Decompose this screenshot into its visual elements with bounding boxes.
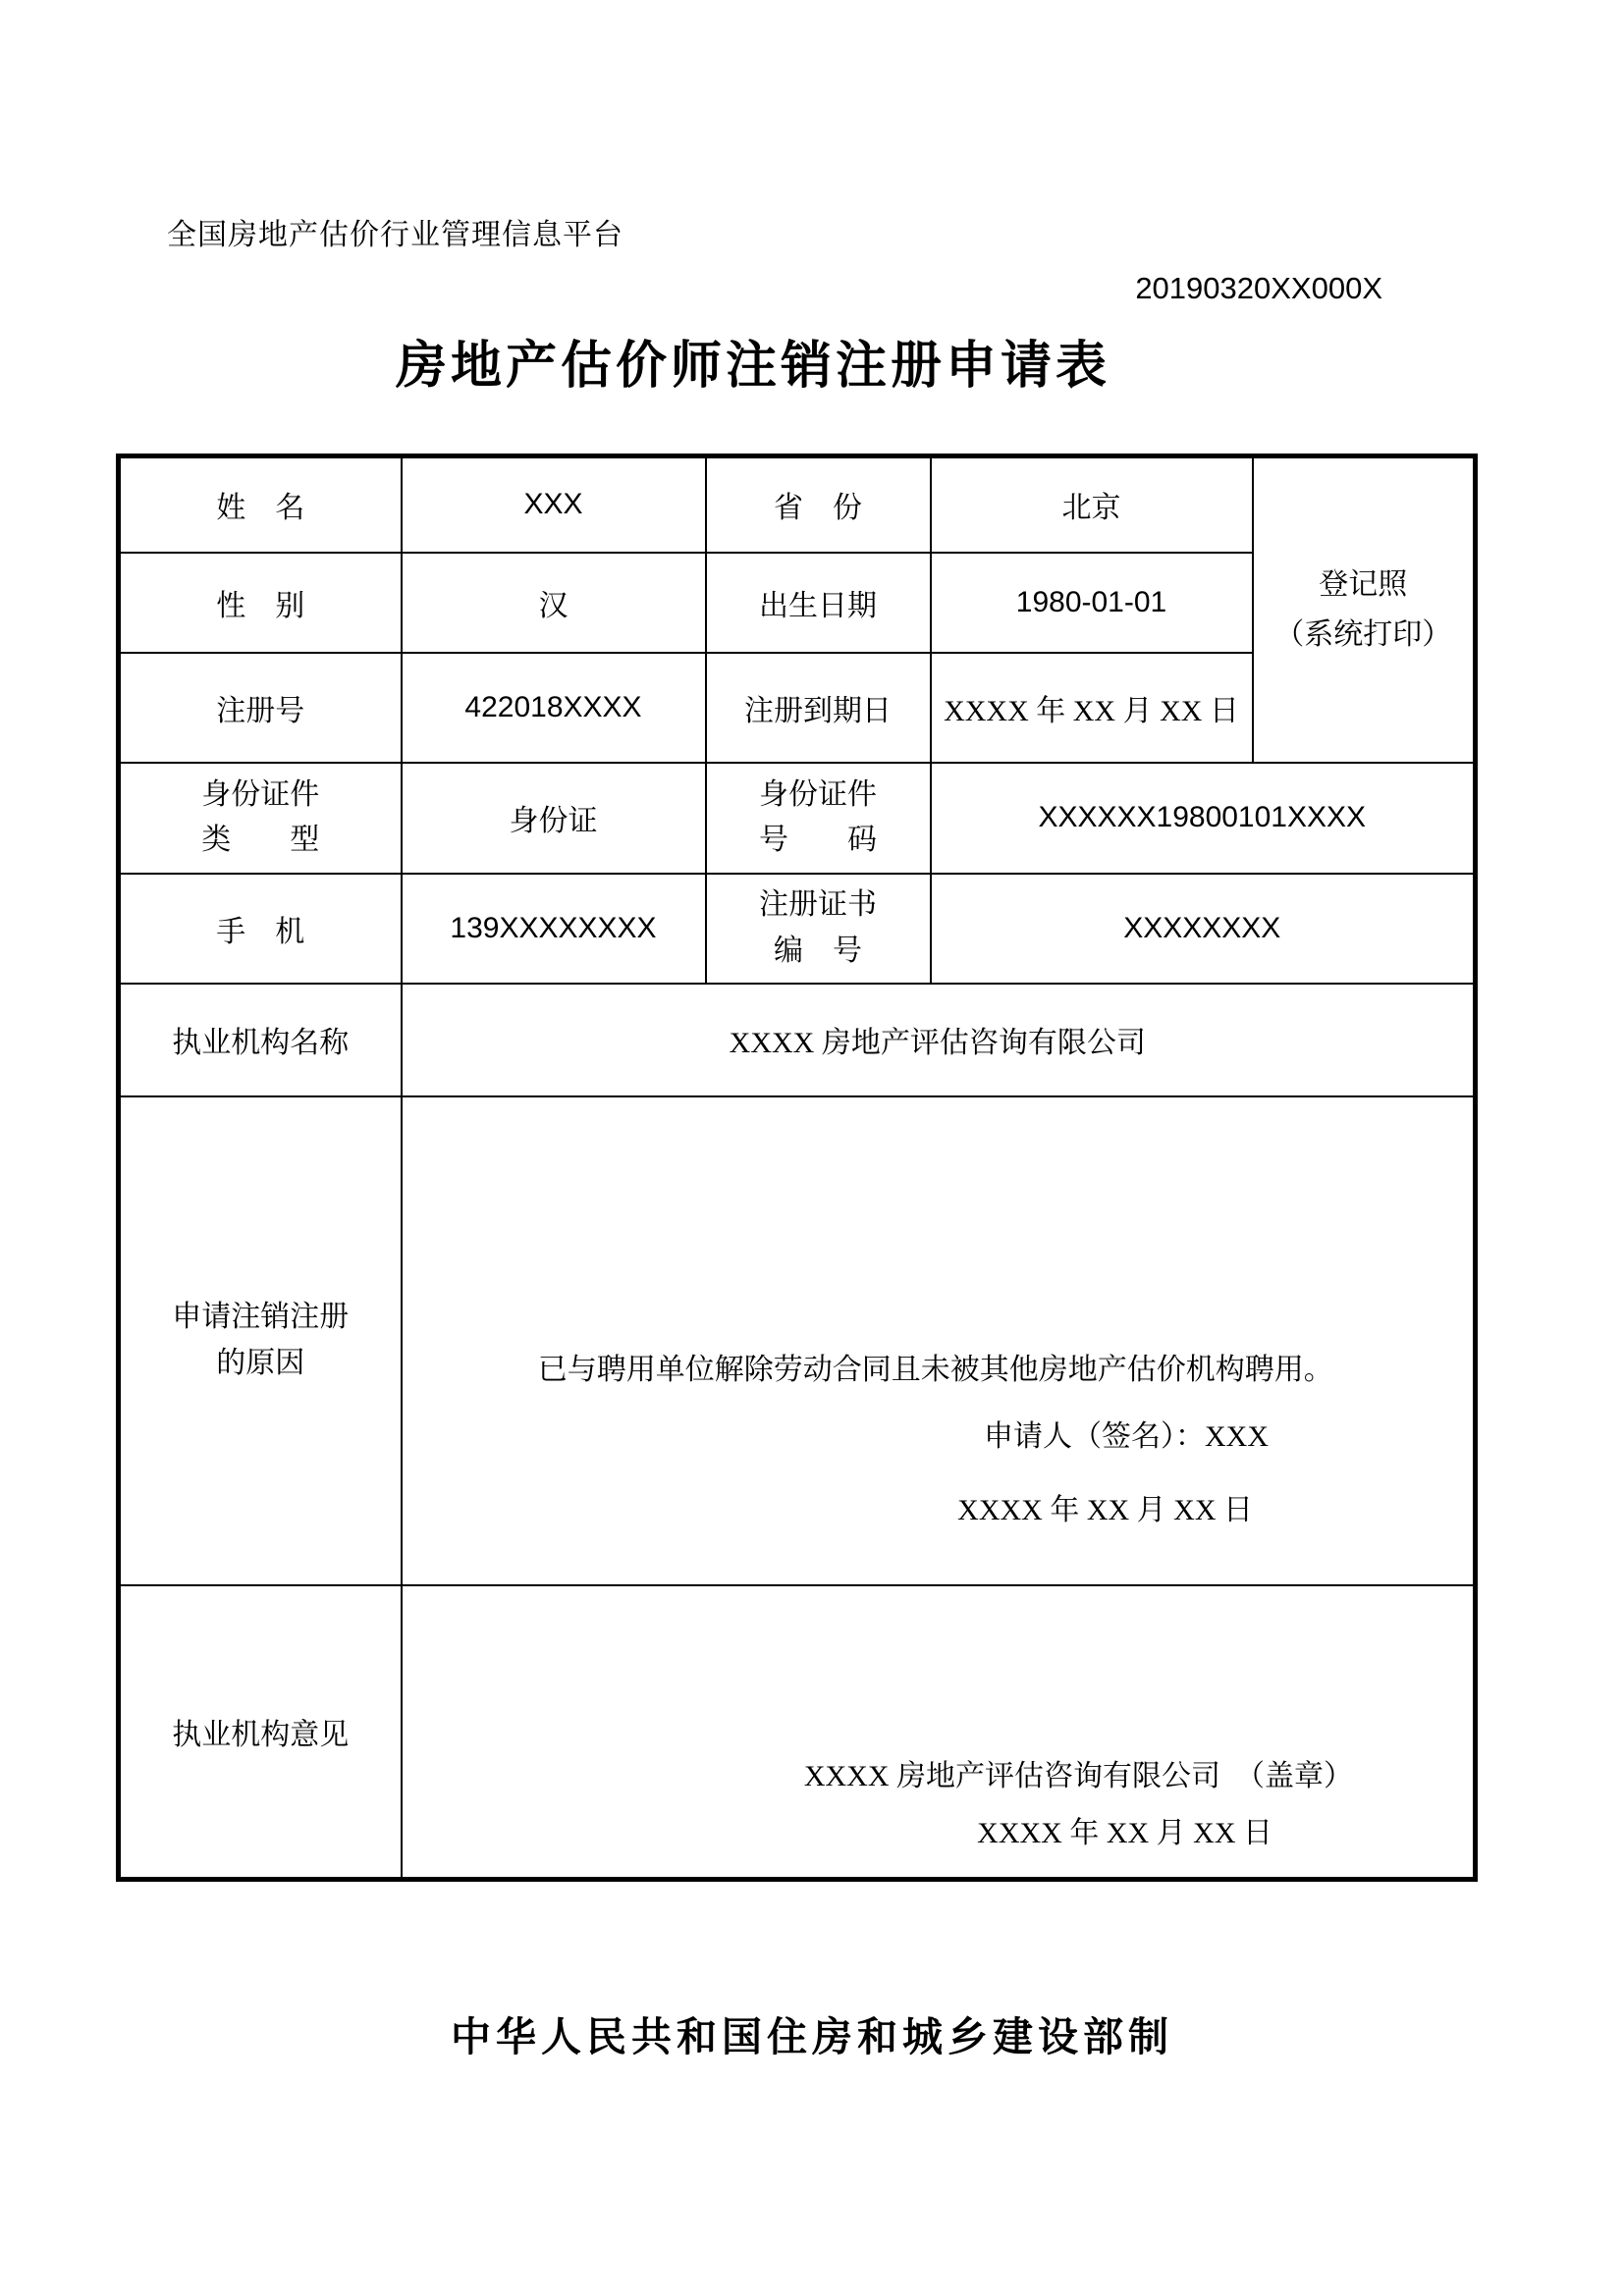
- province-value: 北京: [931, 456, 1253, 553]
- table-row-organization: [119, 984, 1476, 1096]
- expiry-date-value: XXXX 年 XX 月 XX 日: [931, 653, 1253, 763]
- table-row-mobile-cert: [119, 874, 1476, 984]
- applicant-signature: 申请人（签名）：XXX: [984, 1419, 1269, 1453]
- expiry-date-label: 注册到期日: [706, 653, 931, 763]
- province-label: 省 份: [706, 456, 931, 553]
- id-number-value: XXXXXX19800101XXXX: [931, 763, 1476, 874]
- organization-name-value: XXXX 房地产评估咨询有限公司: [402, 984, 1476, 1096]
- mobile-label: 手 机: [119, 874, 402, 984]
- cancellation-reason-text: 已与聘用单位解除劳动合同且未被其他房地产估价机构聘用。: [537, 1353, 1333, 1386]
- certificate-number-label: 注册证书 编 号: [706, 874, 931, 984]
- id-type-label: 身份证件 类 型: [119, 763, 402, 874]
- opinion-date: XXXX 年 XX 月 XX 日: [977, 1816, 1272, 1849]
- name-value: XXX: [402, 456, 706, 553]
- opinion-company-seal: XXXX 房地产评估咨询有限公司 （盖章）: [803, 1759, 1353, 1792]
- mobile-value: 139XXXXXXXX: [402, 874, 706, 984]
- organization-opinion-cell: [402, 1585, 1476, 1880]
- page-title: 房地产估价师注销注册申请表: [395, 338, 1110, 395]
- applicant-signature-date: XXXX 年 XX 月 XX 日: [957, 1493, 1253, 1526]
- issuing-authority: 中华人民共和国住房和城乡建设部制: [451, 2014, 1173, 2059]
- registration-photo-cell: [1253, 456, 1476, 763]
- table-row-name-province: [119, 456, 1476, 553]
- birth-date-value: 1980-01-01: [931, 553, 1253, 653]
- cancellation-reason-label: 申请注销注册 的原因: [119, 1096, 402, 1585]
- organization-opinion-label: 执业机构意见: [119, 1585, 402, 1880]
- id-type-value: 身份证: [402, 763, 706, 874]
- registration-number-value: 422018XXXX: [402, 653, 706, 763]
- certificate-number-value: XXXXXXXX: [931, 874, 1476, 984]
- gender-value: 汉: [402, 553, 706, 653]
- id-number-label: 身份证件 号 码: [706, 763, 931, 874]
- birth-date-label: 出生日期: [706, 553, 931, 653]
- photo-label-line1: 登记照: [1319, 568, 1408, 602]
- gender-label: 性 别: [119, 553, 402, 653]
- registration-number-label: 注册号: [119, 653, 402, 763]
- name-label: 姓 名: [119, 456, 402, 553]
- table-row-organization-opinion: [119, 1585, 1476, 1880]
- document-code: 20190320XX000X: [1135, 271, 1382, 305]
- photo-label-line2: （系统打印）: [1274, 618, 1452, 652]
- cancellation-reason-cell: [402, 1096, 1476, 1585]
- table-row-cancellation-reason: [119, 1096, 1476, 1585]
- application-form-table: [116, 454, 1478, 1882]
- table-row-id-type-number: [119, 763, 1476, 874]
- platform-name: 全国房地产估价行业管理信息平台: [167, 219, 623, 251]
- organization-name-label: 执业机构名称: [119, 984, 402, 1096]
